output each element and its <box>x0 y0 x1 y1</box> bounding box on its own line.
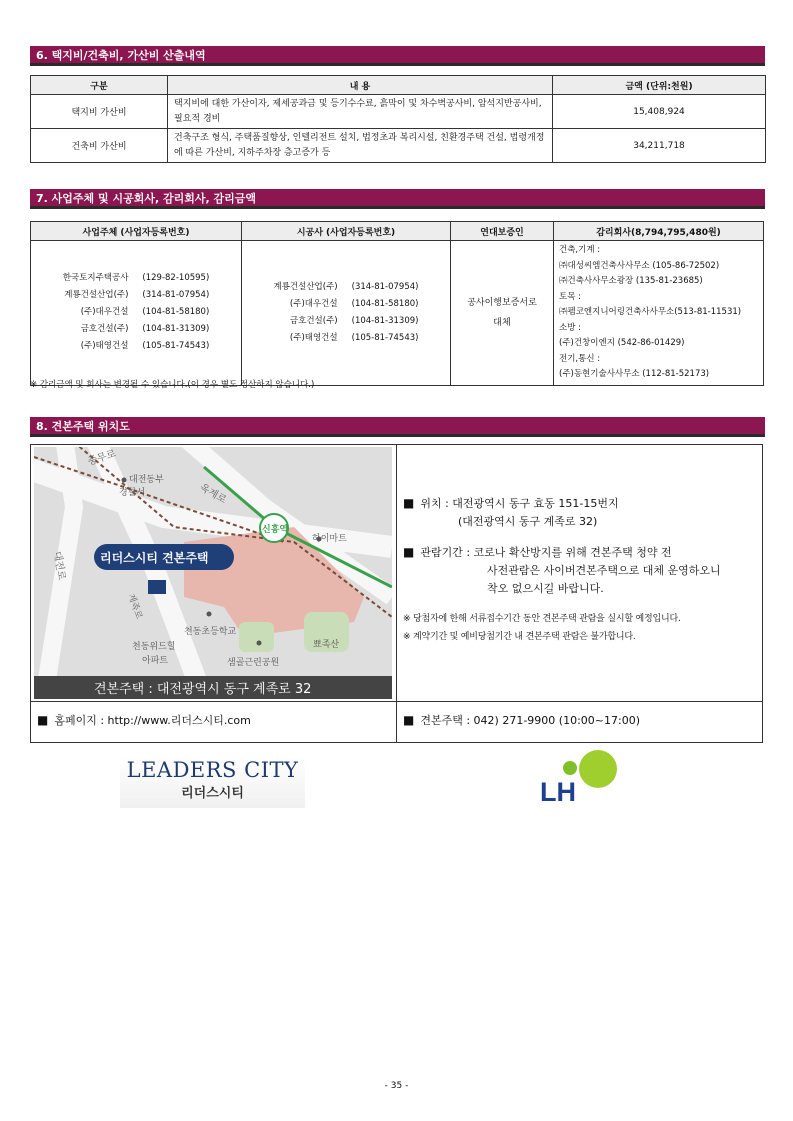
col-header-content: 내 용 <box>168 76 553 95</box>
house-pin <box>148 580 166 594</box>
map-label: 하이마트 <box>312 534 347 544</box>
period-line-3: 착오 없으시길 바랍니다. <box>487 582 604 595</box>
section7-title: 7. 사업주체 및 시공회사, 감리회사, 감리금액 <box>36 192 256 205</box>
row-category: 택지비 가산비 <box>31 95 168 129</box>
box-divider-vertical <box>396 444 397 743</box>
guarantor-line: 대체 <box>493 317 511 328</box>
builder-number: (104-81-58180) <box>351 298 419 309</box>
supervisor-line: 소방 : <box>559 322 581 333</box>
map-label: 계족로 <box>125 592 144 621</box>
park-area <box>239 622 274 652</box>
row-amount: 34,211,718 <box>553 129 766 163</box>
table-row <box>31 129 766 163</box>
phone-text: 견본주택 : 042) 271-9900 (10:00~17:00) <box>420 714 640 727</box>
map-label: 경찰서 <box>119 488 146 498</box>
supervisor-line: ㈜펨코엔지니어링건축사사무소(513-81-11531) <box>559 307 742 317</box>
owner-name: 한국토지주택공사 <box>62 273 129 284</box>
supervisor-line: (주)건창이엔지 (542-86-01429) <box>559 338 685 348</box>
owner-number: (104-81-58180) <box>142 307 210 318</box>
section8-title: 8. 견본주택 위치도 <box>36 420 130 433</box>
map-label: 대전동부 <box>129 475 164 485</box>
section6-title: 6. 택지비/건축비, 가산비 산출내역 <box>36 49 206 62</box>
map-label: 샘골근린공원 <box>227 658 280 668</box>
supervision-note: ※ 감리금액 및 회사는 변경될 수 있습니다.(이 경우 별도 정산하지 않습니다.) <box>30 380 315 390</box>
supervisor-line: 전기,통신 : <box>559 353 601 364</box>
col-header-supervisor: 감리회사(8,794,795,480원) <box>554 222 764 241</box>
map-label: 대전로 <box>51 550 67 582</box>
supervisor-line: 토목 : <box>559 291 581 302</box>
builder-cell <box>242 241 451 386</box>
location-map[interactable] <box>34 447 392 699</box>
square-bullet-icon: ■ <box>403 713 415 727</box>
square-bullet-icon: ■ <box>403 496 415 510</box>
guarantor-cell <box>451 241 554 386</box>
phone-line <box>403 712 640 728</box>
square-bullet-icon: ■ <box>37 713 49 727</box>
period-line <box>403 543 761 562</box>
owner-name: 계룡건설산업(주) <box>64 290 129 301</box>
homepage-line[interactable] <box>37 712 251 728</box>
leaders-city-logo-ko: 리더스시티 <box>181 786 244 801</box>
row-content: 건축구조 형식, 주택품질향상, 인텔리전트 설치, 법정초과 복리시설, 친환경주택 건설, 법령개정에 따른 가산비, 지하주차장 층고증가 등 <box>168 129 553 163</box>
guarantor-line: 공사이행보증서로 <box>467 297 537 308</box>
owner-cell <box>31 241 242 386</box>
supervisor-line: ㈜건축사사무소광장 (135-81-23685) <box>559 276 703 286</box>
box-divider-horizontal <box>30 701 763 702</box>
location-text: 위치 : 대전광역시 동구 효동 151-15번지 <box>420 497 619 510</box>
section6-header <box>30 46 765 66</box>
builder-name: (주)대우건설 <box>289 298 338 309</box>
map-label: 천동초등학교 <box>184 627 237 637</box>
col-header-owner: 사업주체 (사업자등록번호) <box>31 222 242 241</box>
map-label: 천동위드힐 <box>132 642 176 652</box>
poi-dot <box>122 478 127 483</box>
owner-number: (129-82-10595) <box>142 273 210 284</box>
row-content: 택지비에 대한 가산이자, 제세공과금 및 등기수수료, 흙막이 및 차수벽공사비, 암석지반공사비, 필요적 경비 <box>168 95 553 129</box>
supervisor-line: (주)동현기술사사무소 (112-81-52173) <box>559 369 710 379</box>
map-label: 뾰족산 <box>313 640 340 650</box>
row-category: 건축비 가산비 <box>31 129 168 163</box>
section7-header <box>30 189 765 209</box>
builder-number: (104-81-31309) <box>351 315 419 326</box>
section8-header <box>30 417 765 437</box>
builder-number: (314-81-07954) <box>351 281 419 292</box>
period-text: 관람기간 : 코로나 확산방지를 위해 견본주택 청약 전 <box>420 546 672 559</box>
supervisor-line: 건축,기계 : <box>559 245 601 255</box>
supervisor-line: ㈜대성씨엠건축사사무소 (105-86-72502) <box>559 260 720 271</box>
map-label: 리더스시티 견본주택 <box>100 551 209 565</box>
owner-number: (105-81-74543) <box>142 341 210 352</box>
lh-logo-text: LH <box>540 777 576 807</box>
poi-dot <box>207 612 212 617</box>
supervisor-cell <box>554 241 764 386</box>
leaders-city-logo-en: LEADERS CITY <box>126 758 299 782</box>
builder-name: (주)태영건설 <box>289 332 338 343</box>
info-panel <box>403 494 761 646</box>
owner-number: (104-81-31309) <box>142 324 210 335</box>
col-header-category: 구분 <box>31 76 168 95</box>
homepage-link[interactable]: 홈페이지 : http://www.리더스시티.com <box>54 714 251 727</box>
owner-name: (주)태영건설 <box>80 341 129 352</box>
page-number: - 35 - <box>384 1081 409 1091</box>
location-line <box>403 494 761 513</box>
square-bullet-icon: ■ <box>403 545 415 559</box>
owner-name: 금호건설(주) <box>80 324 129 335</box>
company-table <box>30 221 764 386</box>
map-label: 아파트 <box>142 656 169 666</box>
cost-table <box>30 75 766 163</box>
col-header-amount: 금액 (단위:천원) <box>553 76 766 95</box>
period-line-2: 사전관람은 사이버견본주택으로 대체 운영하오니 <box>487 564 721 577</box>
row-amount: 15,408,924 <box>553 95 766 129</box>
owner-name: (주)대우건설 <box>80 307 129 318</box>
visit-note-1: ※ 당첨자에 한해 서류접수기간 동안 견본주택 관람을 실시할 예정입니다. <box>403 614 681 624</box>
builder-name: 금호건설(주) <box>289 315 338 326</box>
table-row <box>31 95 766 129</box>
poi-dot <box>257 641 262 646</box>
visit-note-2: ※ 계약기간 및 예비당첨기간 내 견본주택 관람은 불가합니다. <box>403 632 636 642</box>
map-label: 신흥역 <box>262 525 289 535</box>
col-header-guarantor: 연대보증인 <box>451 222 554 241</box>
builder-number: (105-81-74543) <box>351 332 419 343</box>
leaders-city-logo <box>120 757 305 808</box>
owner-number: (314-81-07954) <box>142 290 210 301</box>
map-banner-text: 견본주택 : 대전광역시 동구 계족로 32 <box>94 682 312 697</box>
map-label: 중무로 <box>86 448 118 468</box>
lh-logo <box>538 750 623 808</box>
builder-name: 계룡건설산업(주) <box>273 281 338 292</box>
col-header-builder: 시공사 (사업자등록번호) <box>242 222 451 241</box>
map-label: 옥계로 <box>197 482 229 507</box>
location-line-2: (대전광역시 동구 계족로 32) <box>458 515 598 528</box>
